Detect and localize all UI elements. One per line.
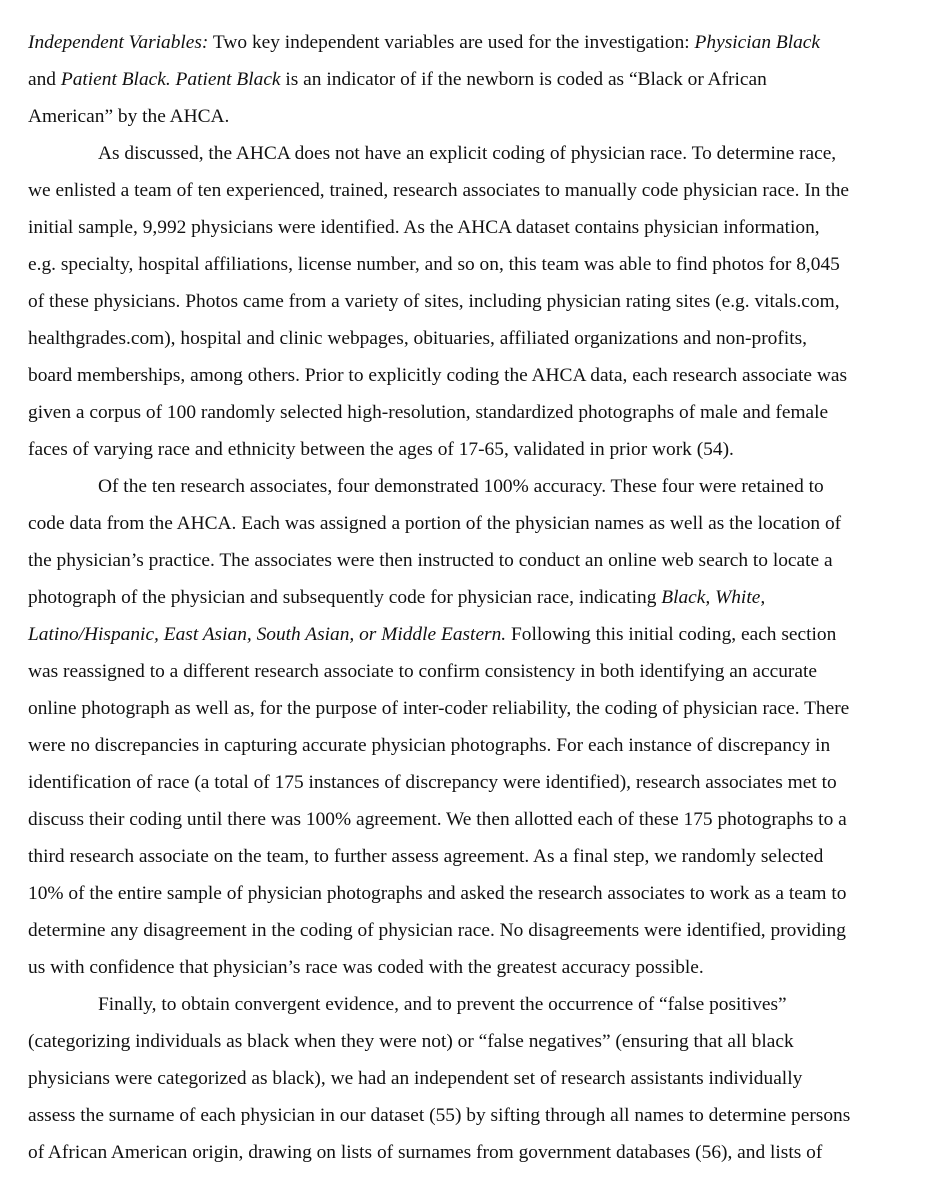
italic-text: Black, White, xyxy=(661,587,766,608)
text-run: initial sample, 9,992 physicians were identified. As the AHCA dataset contains physician information, xyxy=(28,217,820,238)
text-line xyxy=(28,690,940,727)
text-run: healthgrades.com), hospital and clinic webpages, obituaries, affiliated organizations and non-profits, xyxy=(28,328,807,349)
text-run: Of the ten research associates, four demonstrated 100% accuracy. These four were retained to xyxy=(98,476,824,497)
text-line xyxy=(28,98,940,135)
italic-text: Independent Variables: xyxy=(28,32,209,53)
text-run: is an indicator of if the newborn is coded as “Black or African xyxy=(280,69,767,90)
text-run: discuss their coding until there was 100% agreement. We then allotted each of these 175 photographs to a xyxy=(28,809,847,830)
text-line xyxy=(28,912,940,949)
text-line xyxy=(28,209,940,246)
text-line xyxy=(28,949,940,986)
text-line xyxy=(28,246,940,283)
text-line xyxy=(28,616,940,653)
text-line xyxy=(28,1060,940,1097)
text-line xyxy=(28,875,940,912)
text-line xyxy=(28,283,940,320)
text-line xyxy=(28,24,940,61)
italic-text: Physician Black xyxy=(694,32,820,53)
text-line xyxy=(28,357,940,394)
text-line xyxy=(28,838,940,875)
text-run: were no discrepancies in capturing accurate physician photographs. For each instance of discrepancy in xyxy=(28,735,831,756)
text-run: (categorizing individuals as black when they were not) or “false negatives” (ensuring that all black xyxy=(28,1031,794,1052)
text-run: and xyxy=(28,69,61,90)
text-run: the physician’s practice. The associates were then instructed to conduct an online web search to locate a xyxy=(28,550,833,571)
text-run: us with confidence that physician’s race was coded with the greatest accuracy possible. xyxy=(28,957,704,978)
text-line xyxy=(28,801,940,838)
text-line xyxy=(28,135,940,172)
paragraph xyxy=(28,986,940,1171)
text-run: As discussed, the AHCA does not have an explicit coding of physician race. To determine race, xyxy=(98,143,837,164)
text-run: we enlisted a team of ten experienced, trained, research associates to manually code physician race. In the xyxy=(28,180,850,201)
text-run: of these physicians. Photos came from a variety of sites, including physician rating sites (e.g. vitals.com, xyxy=(28,291,840,312)
text-line xyxy=(28,320,940,357)
text-line xyxy=(28,1134,940,1171)
text-run: board memberships, among others. Prior to explicitly coding the AHCA data, each research associate was xyxy=(28,365,848,386)
text-line xyxy=(28,61,940,98)
text-run: assess the surname of each physician in our dataset (55) by sifting through all names to determine persons xyxy=(28,1105,851,1126)
paragraph xyxy=(28,468,940,986)
text-run: photograph of the physician and subsequently code for physician race, indicating xyxy=(28,587,662,608)
text-run: Following this initial coding, each section xyxy=(506,624,837,645)
text-line xyxy=(28,431,940,468)
text-line xyxy=(28,394,940,431)
paragraph xyxy=(28,24,940,135)
text-run: online photograph as well as, for the purpose of inter-coder reliability, the coding of physician race. There xyxy=(28,698,850,719)
text-run: 10% of the entire sample of physician photographs and asked the research associates to work as a team to xyxy=(28,883,847,904)
italic-text: Patient Black. Patient Black xyxy=(60,69,281,90)
text-line xyxy=(28,542,940,579)
text-line xyxy=(28,505,940,542)
text-run: of African American origin, drawing on lists of surnames from government databases (56), and lists of xyxy=(28,1142,823,1163)
text-run: determine any disagreement in the coding of physician race. No disagreements were identified, providing xyxy=(28,920,846,941)
text-line xyxy=(28,764,940,801)
text-line xyxy=(28,579,940,616)
text-run: faces of varying race and ethnicity between the ages of 17-65, validated in prior work (54). xyxy=(28,439,734,460)
text-line xyxy=(28,1023,940,1060)
text-run: was reassigned to a different research associate to confirm consistency in both identifying an accurate xyxy=(28,661,817,682)
text-run: Finally, to obtain convergent evidence, and to prevent the occurrence of “false positives” xyxy=(98,994,787,1015)
text-run: Two key independent variables are used for the investigation: xyxy=(208,32,695,53)
text-run: code data from the AHCA. Each was assigned a portion of the physician names as well as the location of xyxy=(28,513,842,534)
text-line xyxy=(28,986,940,1023)
text-run: identification of race (a total of 175 instances of discrepancy were identified), research associates met to xyxy=(28,772,837,793)
text-run: given a corpus of 100 randomly selected high-resolution, standardized photographs of male and female xyxy=(28,402,829,423)
text-run: physicians were categorized as black), we had an independent set of research assistants individually xyxy=(28,1068,803,1089)
text-line xyxy=(28,727,940,764)
text-line xyxy=(28,172,940,209)
document-page xyxy=(28,24,940,1171)
text-run: third research associate on the team, to further assess agreement. As a final step, we randomly selected xyxy=(28,846,824,867)
text-run: e.g. specialty, hospital affiliations, license number, and so on, this team was able to find photos for 8,045 xyxy=(28,254,840,275)
paragraph xyxy=(28,135,940,468)
text-run: American” by the AHCA. xyxy=(28,106,230,127)
text-line xyxy=(28,468,940,505)
italic-text: Latino/Hispanic, East Asian, South Asian, or Middle Eastern. xyxy=(28,624,507,645)
text-line xyxy=(28,1097,940,1134)
text-line xyxy=(28,653,940,690)
